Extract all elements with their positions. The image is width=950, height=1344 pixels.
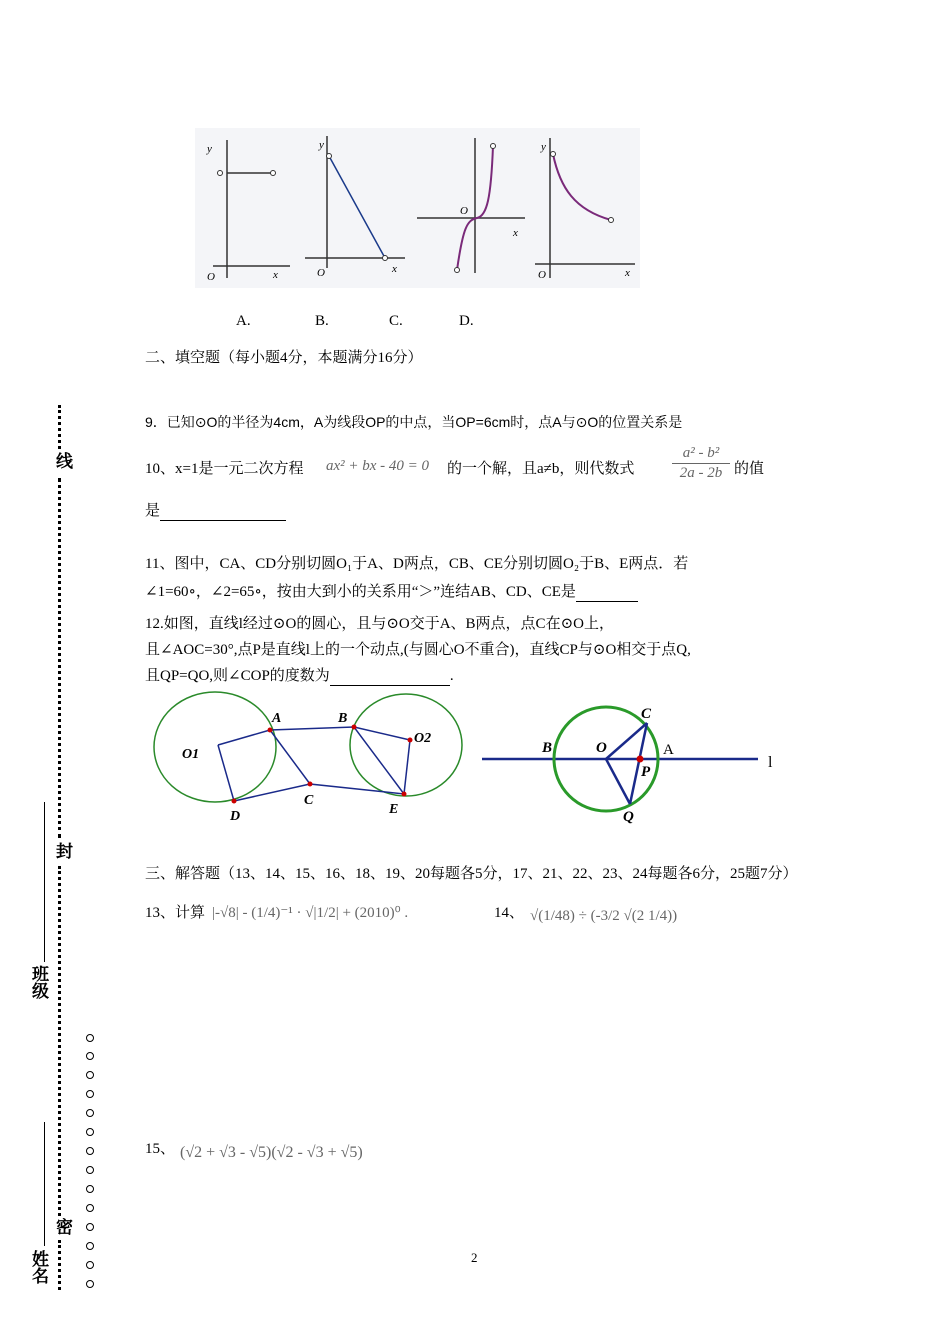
margin-ring [86,1280,94,1288]
margin-xingming-line[interactable] [44,1122,45,1246]
fig2-label-q: Q [623,809,634,825]
question-11-line2 [145,580,638,602]
function-graphs [195,128,640,288]
margin-ring [86,1052,94,1060]
margin-banji-label: 班级 [29,965,48,999]
fig1-label-a: A [272,711,282,726]
question-14-expression: √(1/48) ÷ (-3/2 √(2 1/4)) [530,908,678,924]
fig1-label-d: D [230,809,241,824]
question-10-fraction [672,445,730,482]
answer-blank-12[interactable] [330,668,450,686]
fig2-label-c: C [641,706,652,722]
fig1-label-e: E [389,802,399,817]
margin-ring [86,1147,94,1155]
page-number: 2 [471,1250,478,1265]
margin-dotted-line-4 [58,1240,65,1290]
question-13-expression: |-√8| - (1/4)⁻¹ · √|1/2| + (2010)⁰ . [212,905,409,921]
figure-two-circles [148,690,468,825]
answer-blank-11[interactable] [576,584,638,602]
margin-dotted-line-2 [58,478,65,838]
margin-ring [86,1261,94,1269]
graph-a-x: x [273,269,278,281]
fig2-label-o: O [596,740,607,756]
option-a: A. [236,313,251,329]
question-12-line3: 且QP=QO,则∠COP的度数为 . [145,668,454,684]
margin-ring [86,1185,94,1193]
question-10-prefix: 10、x=1是一元二次方程 [145,461,304,477]
fig2-label-p: P [641,764,651,780]
question-15-expression: (√2 + √3 - √5)(√2 - √3 + √5) [180,1144,363,1161]
graph-a-y: y [207,143,212,155]
margin-banji-line[interactable] [44,802,45,962]
margin-ring [86,1071,94,1079]
question-15-label: 15、 [145,1141,176,1157]
question-14-label: 14、 [494,905,525,921]
fig1-label-b: B [338,711,348,726]
graph-b-o: O [317,267,325,279]
margin-ring [86,1090,94,1098]
graph-d-y: y [541,141,546,153]
graph-b-x: x [392,263,397,275]
question-12-line1: 12.如图，直线l经过⊙O的圆心，且与⊙O交于A、B两点，点C在⊙O上， [145,616,614,632]
fraction-denominator: 2a - 2b [679,465,723,481]
graph-a-o: O [207,271,215,283]
margin-ring [86,1034,94,1042]
question-12-line3-text: 且QP=QO,则∠COP的度数为 [145,668,330,684]
section3-title: 三、解答题（13、14、15、16、18、19、20每题各5分，17、21、22、23、24每题各6分，25题7分） [145,866,798,882]
fig1-label-o1: O1 [182,747,200,762]
fraction-bar [672,463,730,464]
margin-ring [86,1223,94,1231]
fig2-label-a: A [663,742,674,758]
fig2-label-b: B [542,740,553,756]
graph-d-x: x [625,267,630,279]
question-12-line2: 且∠AOC=30°,点P是直线l上的一个动点,(与圆心O不重合)，直线CP与⊙O相交于点Q, [145,642,691,658]
question-10-line2 [145,499,286,521]
fig1-label-o2: O2 [414,731,432,746]
margin-dotted-line-1 [58,405,65,449]
graph-c-x: x [513,227,518,239]
question-11-line1: 11、图中，CA、CD分别切圆O₁于A、D两点，CB、CE分别切圆O₂于B、E两点．若 [145,556,689,572]
margin-dotted-line-3 [58,866,65,1216]
margin-ring [86,1166,94,1174]
question-10-equation: ax² + bx - 40 = 0 [326,458,430,474]
option-d: D. [459,313,474,329]
graph-c-o: O [460,205,468,217]
option-c: C. [389,313,403,329]
margin-xian: 线 [53,452,72,469]
fig2-label-l: l [768,754,773,771]
graph-b-y: y [319,139,324,151]
margin-xingming-label: 姓名 [29,1250,48,1284]
question-10-middle: 的一个解，且a≠b，则代数式 [447,461,635,477]
option-b: B. [315,313,329,329]
answer-blank-10[interactable] [160,503,286,521]
margin-mi: 密 [53,1218,72,1235]
margin-ring [86,1204,94,1212]
graph-d-o: O [538,269,546,281]
margin-ring [86,1128,94,1136]
fraction-numerator: a² - b² [682,445,720,461]
fig1-label-c: C [304,793,314,808]
figure-circle-line [478,700,788,830]
question-13-label: 13、计算 [145,905,206,921]
question-11-line2-text: ∠1=60∘，∠2=65∘，按由大到小的关系用“＞”连结AB、CD、CE是 [145,584,576,600]
margin-ring [86,1109,94,1117]
section2-title: 二、填空题（每小题4分，本题满分16分） [145,350,423,366]
margin-feng: 封 [53,842,72,859]
question-10-suffix: 的值 [734,461,765,477]
margin-ring [86,1242,94,1250]
question-9: 9．已知⊙O的半径为4cm，A为线段OP的中点，当OP=6cm时，点A与⊙O的位置关系是 [145,414,683,430]
question-10-line2-text: 是 [145,503,161,519]
